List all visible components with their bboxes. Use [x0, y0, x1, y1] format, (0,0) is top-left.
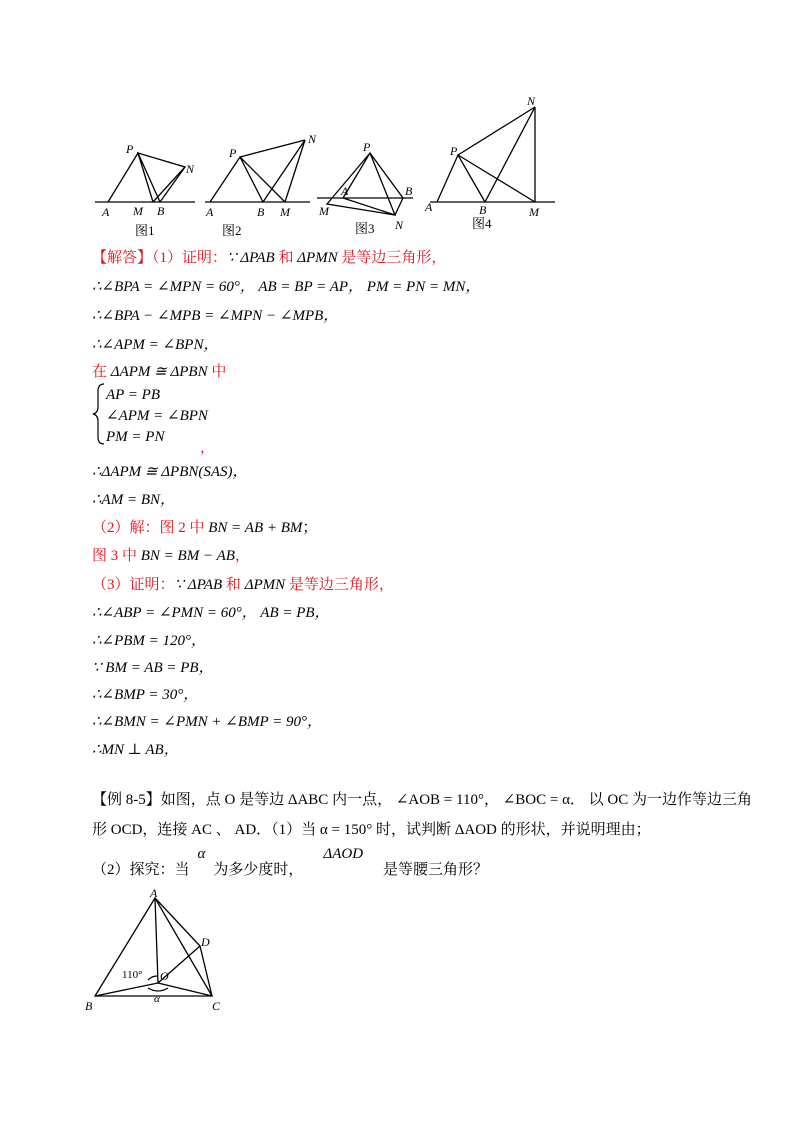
system-brace [92, 383, 106, 445]
zhong-text: 中 [207, 364, 227, 380]
solution-line-12: ∴∠PBM = 120°， [92, 633, 207, 649]
solution-line-7: ∴AM = BN， [92, 492, 175, 508]
fig5-alpha: α [154, 993, 160, 1005]
example-paragraph-3 [92, 846, 489, 880]
solution-line-14: ∴∠BMP = 30°， [92, 687, 199, 703]
fig2-caption: 图2 [222, 223, 242, 238]
fig4-label-b: B [479, 203, 487, 217]
fig4-label-p: P [450, 144, 458, 158]
triangle-aod: ΔAOD [323, 846, 364, 862]
example-figure [80, 888, 230, 1016]
system-comma: ， [200, 440, 216, 456]
semicolon: ； [302, 520, 318, 536]
solution-line-5 [92, 362, 226, 382]
fig4-label-n: N [527, 95, 536, 108]
explore-text: （2）探究：当 [92, 862, 190, 878]
fig2-label-n: N [308, 132, 317, 146]
zai-text: 在 [92, 364, 111, 380]
figures-row [95, 95, 565, 245]
fig5-angle-110: 110° [122, 969, 143, 981]
part3-label: （3）证明： [92, 577, 175, 593]
equilateral-text: 是等边三角形， [337, 250, 447, 266]
and-text: 和 [274, 250, 298, 266]
answer-heading: 【解答】 [92, 250, 153, 266]
math-fig2-result: BN = AB + BM [208, 520, 303, 536]
fig5-label-o: O [160, 969, 169, 983]
and-text-2: 和 [222, 577, 245, 593]
math-pmn-2: ΔPMN [244, 577, 286, 593]
math-pab-2: ∵ ΔPAB [174, 577, 223, 593]
degrees-text: 为多少度时， [213, 862, 304, 878]
fig1-label-b: B [157, 204, 165, 218]
solution-line-10 [92, 575, 394, 595]
math-pab: ∵ ΔPAB [227, 250, 275, 266]
math-congruence: ΔAPM ≅ ΔPBN [110, 364, 208, 380]
fig3-label-m: M [319, 204, 329, 218]
solution-line-13: ∵ BM = AB = PB， [92, 660, 214, 676]
fig3-label-a: A [341, 184, 349, 198]
solution-line-3: ∴∠BPA − ∠MPB = ∠MPN − ∠MPB， [92, 308, 339, 324]
fig5-label-c: C [212, 999, 221, 1013]
solution-line-1 [92, 248, 446, 268]
example-paragraph-1: 【例 8-5】如图，点 O 是等边 ΔABC 内一点， ∠AOB = 110°， ∠BOC = α． 以 OC 为一边作等边三角 [92, 792, 753, 808]
fig5-label-b: B [85, 999, 93, 1013]
fig4-caption: 图4 [472, 216, 492, 231]
fig4-label-m: M [529, 205, 539, 219]
fig2-label-a: A [206, 205, 214, 219]
solution-line-4: ∴∠APM = ∠BPN， [92, 337, 219, 353]
solution-line-16: ∴MN ⊥ AB， [92, 742, 179, 758]
part2-label: （2）解：图 2 中 [92, 520, 209, 536]
solution-line-2: ∴∠BPA = ∠MPN = 60°， AB = BP = AP， PM = PN = MN， [92, 279, 481, 295]
example-paragraph-2: 形 OCD，连接 AC 、 AD．（1）当 α = 150° 时，试判断 ΔAOD 的形状，并说明理由； [92, 822, 651, 838]
fig2-label-p: P [229, 146, 237, 160]
solution-line-9 [92, 546, 250, 566]
isosceles-text: 是等腰三角形？ [383, 862, 489, 878]
fig3-label-p: P [363, 140, 371, 154]
fig1-label-p: P [126, 142, 134, 156]
fig2-label-m: M [280, 205, 290, 219]
fig3-caption: 图3 [355, 221, 375, 236]
math-fig3-result: BN = BM − AB [140, 548, 235, 564]
math-pmn: ΔPMN [297, 250, 338, 266]
fig1-label-a: A [102, 205, 110, 219]
fig5-label-a: A [150, 888, 158, 900]
system-eq-2: ∠APM = ∠BPN [106, 408, 208, 424]
solution-line-6: ∴ΔAPM ≅ ΔPBN(SAS)， [92, 464, 248, 480]
comma: ， [234, 548, 250, 564]
solution-line-11: ∴∠ABP = ∠PMN = 60°， AB = PB， [92, 605, 330, 621]
system-eq-3: PM = PN [106, 429, 165, 445]
alpha-symbol: α [197, 846, 206, 862]
fig1-label-n: N [186, 162, 195, 176]
equilateral-text-2: 是等边三角形， [285, 577, 394, 593]
solution-line-8 [92, 518, 317, 538]
fig1-label-m: M [133, 204, 143, 218]
fig4-label-a: A [425, 200, 433, 214]
fig3-label-n: N [395, 218, 404, 232]
fig3-label-b: B [405, 184, 413, 198]
fig5-label-d: D [201, 935, 210, 949]
fig3-label: 图 3 中 [92, 548, 141, 564]
system-eq-1: AP = PB [106, 387, 161, 403]
fig2-label-b: B [257, 205, 265, 219]
solution-line-15: ∴∠BMN = ∠PMN + ∠BMP = 90°， [92, 714, 322, 730]
part1-label: （1）证明： [152, 250, 228, 266]
fig1-caption: 图1 [135, 223, 155, 238]
